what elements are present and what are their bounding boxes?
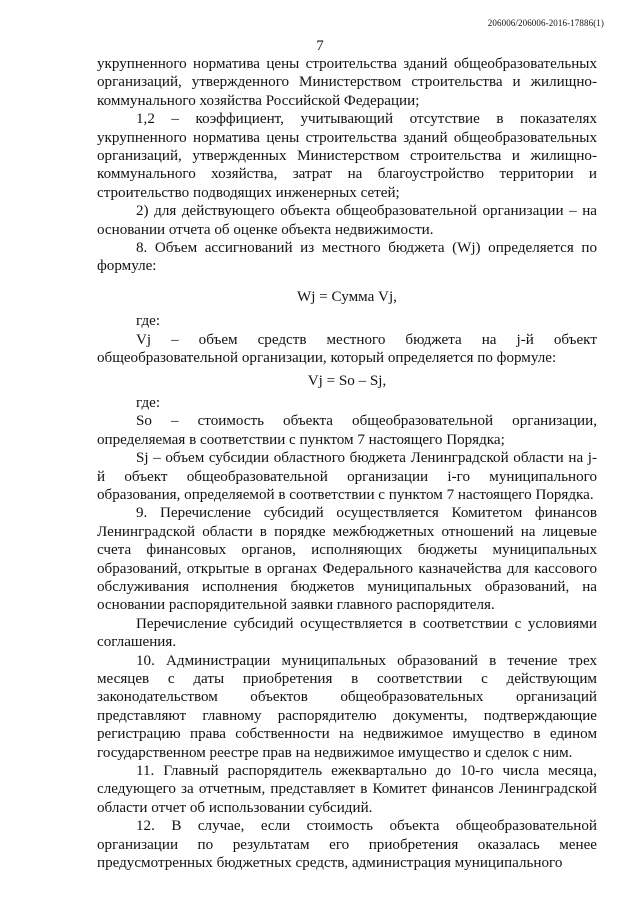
definition-word: – <box>171 413 179 430</box>
document-code: 206006/206006-2016-17886(1) <box>487 18 604 28</box>
paragraph-item-8: 8. Объем ассигнований из местного бюджета (Wj) определяется по формуле: <box>97 240 597 275</box>
definition-word: – <box>171 331 179 348</box>
formula-wj: Wj = Сумма Vj, <box>297 288 397 305</box>
definition-vj-continuation: общеобразовательной организации, который определяется по формуле: <box>97 350 557 367</box>
definition-word: стоимость <box>197 413 264 430</box>
paragraph-normative-continuation: укрупненного норматива цены строительства зданий общеобразовательных организаций, утвержденного Министерством строительства и жилищно-коммунального хозяйства Российской Федерации; <box>97 56 597 109</box>
paragraph-coefficient: 1,2 – коэффициент, учитывающий отсутствие в показателях укрупненного норматива цены строительства зданий общеобразовательных организаций, утвержденных Министерством строительства и жилищно-коммунального хозяйства, затрат на благоустройство территории и строительство подводящих инженерных сетей; <box>97 111 597 201</box>
definition-word: объект <box>553 331 597 348</box>
definition-word: So <box>136 413 152 430</box>
definition-word: объекта <box>283 413 333 430</box>
definition-word: Vj <box>136 331 152 348</box>
where-label: где: <box>136 394 161 411</box>
definition-word: местного <box>326 331 386 348</box>
definition-so-continuation: определяемая в соответствии с пунктом 7 настоящего Порядка; <box>97 431 505 448</box>
paragraph-item-9: 9. Перечисление субсидий осуществляется Комитетом финансов Ленинградской области в порядке межбюджетных отношений на лицевые счета финансовых органов, исполняющих бюджеты муниципальных образований, открытые в органах Федерального казначейства для кассового обслуживания исполнения бюджетов муниципальных образований, на основании распорядительной заявки главного распорядителя. <box>97 505 597 614</box>
paragraph-item-11: 11. Главный распорядитель ежеквартально до 10-го числа месяца, следующего за отчетным, представляет в Комитет финансов Ленинградской области отчет об использовании субсидий. <box>97 763 597 816</box>
definition-vj-first-line <box>97 331 597 349</box>
where-label: где: <box>136 313 161 330</box>
document-body <box>97 55 597 872</box>
definition-word: на <box>481 331 497 348</box>
paragraph-transfer-conditions: Перечисление субсидий осуществляется в соответствии с условиями соглашения. <box>97 615 597 651</box>
definition-word: средств <box>257 331 307 348</box>
formula-vj: Vj = So – Sj, <box>307 372 387 389</box>
paragraph-item-12: 12. В случае, если стоимость объекта общеобразовательной организации по результатам его приобретения оказалась менее предусмотренных бюджетных средств, администрация муниципального <box>97 818 597 872</box>
definition-word: объем <box>198 331 238 348</box>
definition-so-first-line <box>97 412 597 430</box>
definition-word: j-й <box>516 331 534 348</box>
paragraph-existing-object: 2) для действующего объекта общеобразовательной организации – на основании отчета об оценке объекта недвижимости. <box>97 203 597 238</box>
definition-word: общеобразовательной <box>352 413 494 430</box>
definition-sj: Sj – объем субсидии областного бюджета Ленинградской области на j-й объект общеобразовательной организации i-го муниципального образования, определяемой в соответствии с пунктом 7 настоящего Порядка. <box>97 450 597 503</box>
definition-word: бюджета <box>405 331 462 348</box>
page-number: 7 <box>316 38 324 54</box>
definition-word: организации, <box>512 413 597 430</box>
paragraph-item-10: 10. Администрации муниципальных образований в течение трех месяцев с даты приобретения в соответствии с действующим законодательством объектов общеобразовательных организаций представляют главному распорядителю документы, подтверждающие регистрацию права собственности на недвижимое имущество в едином государственном реестре прав на недвижимое имущество и сделок с ним. <box>97 652 597 761</box>
